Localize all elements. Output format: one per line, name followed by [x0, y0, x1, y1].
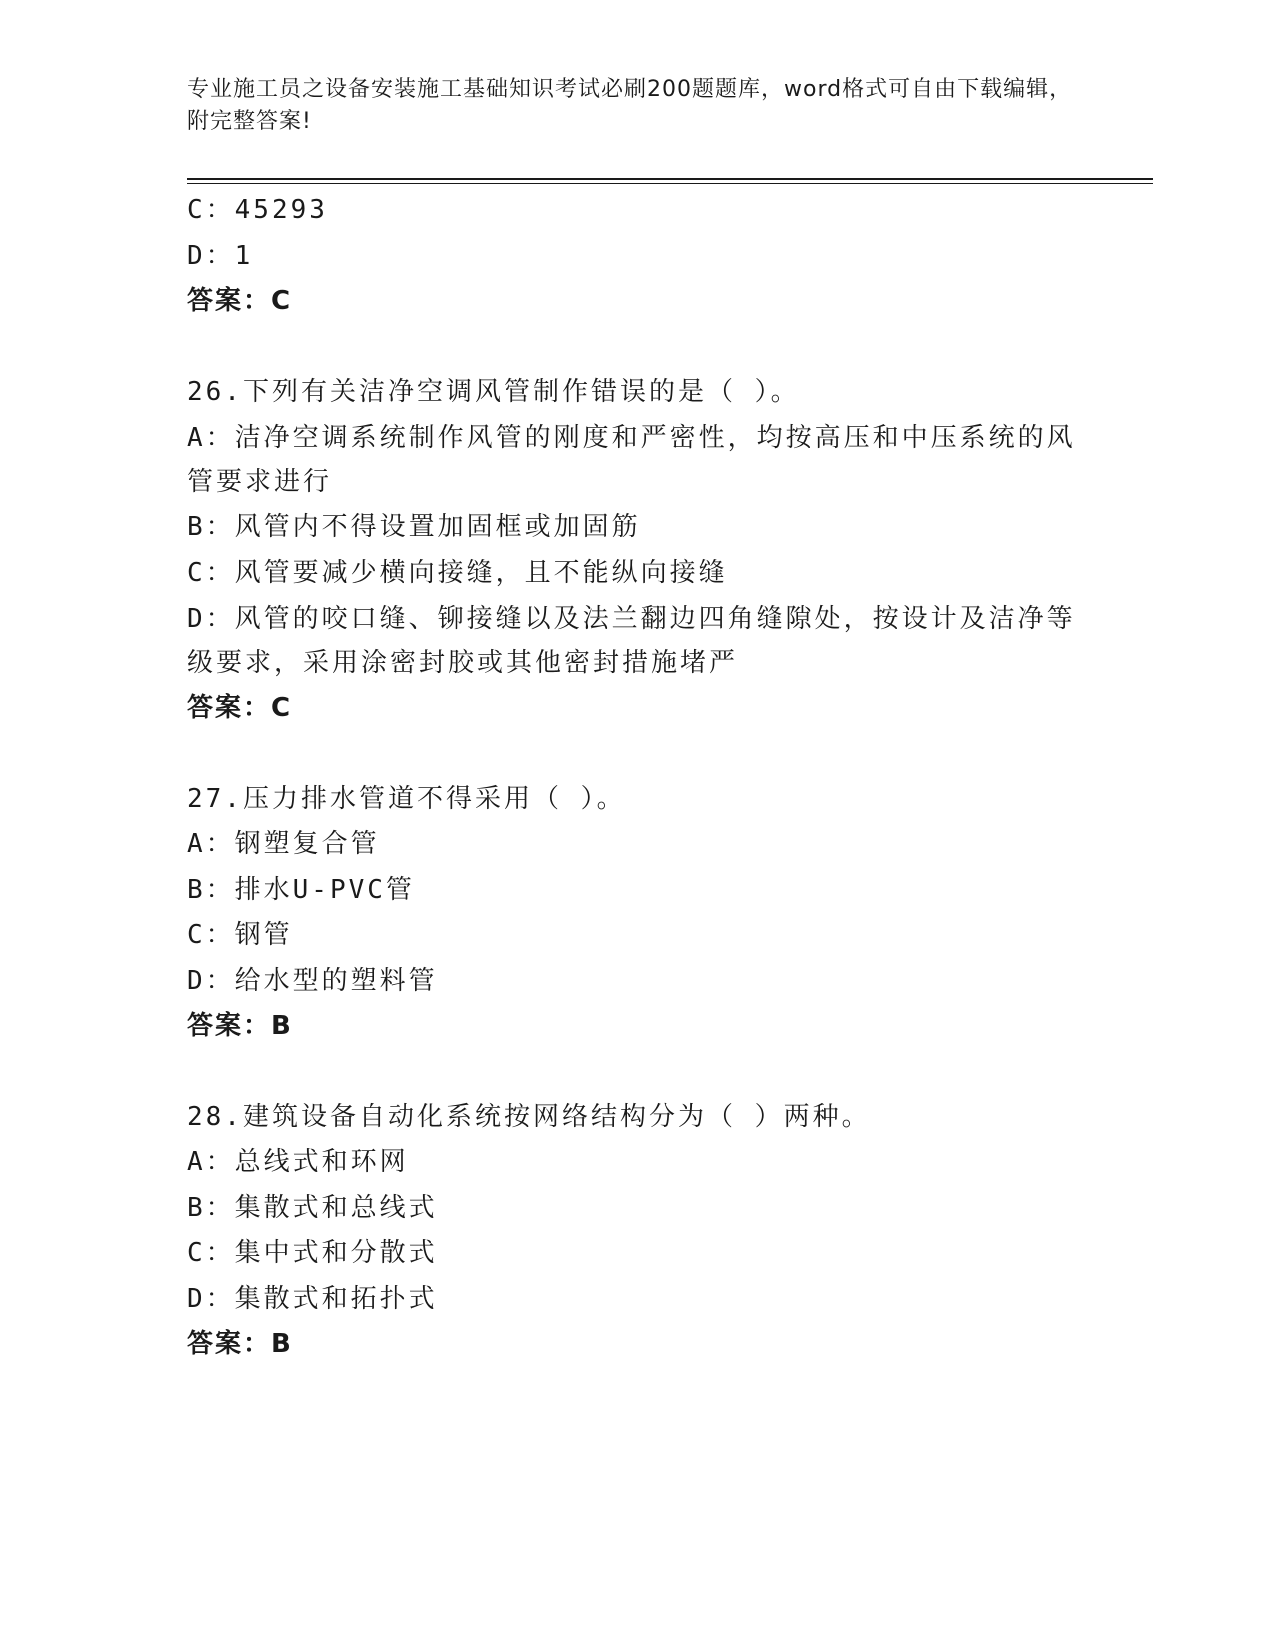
option-a: A：钢塑复合管	[187, 829, 380, 859]
option-c: C：钢管	[187, 920, 293, 950]
spacer	[187, 732, 1077, 777]
question-stem: 26.下列有关洁净空调风管制作错误的是（ ）。	[187, 376, 800, 407]
header-rule-thin	[187, 183, 1153, 184]
spacer	[187, 325, 1077, 370]
page-header	[187, 74, 1077, 138]
option-c: C：集中式和分散式	[187, 1238, 438, 1268]
answer-line: 答案：C	[187, 693, 293, 723]
answer-line: 答案：B	[187, 1329, 293, 1359]
spacer	[187, 1050, 1077, 1095]
option-d: D：1	[187, 240, 254, 271]
option-b: B：排水U-PVC管	[187, 874, 415, 905]
option-a: A：总线式和环网	[187, 1147, 409, 1177]
option-d: D：集散式和拓扑式	[187, 1283, 438, 1314]
question-stem: 28.建筑设备自动化系统按网络结构分为（ ）两种。	[187, 1101, 871, 1132]
option-b: B：风管内不得设置加固框或加固筋	[187, 512, 641, 542]
header-rule-thick	[187, 178, 1153, 180]
option-a: A：洁净空调系统制作风管的刚度和严密性，均按高压和中压系统的风管要求进行	[187, 423, 1076, 497]
question-stem: 27.压力排水管道不得采用（ ）。	[187, 783, 626, 814]
answer-line: 答案：C	[187, 286, 293, 316]
option-d: D：风管的咬口缝、铆接缝以及法兰翻边四角缝隙处，按设计及洁净等级要求，采用涂密封胶或其他密封措施堵严	[187, 604, 1076, 678]
question-28	[187, 1095, 1077, 1368]
option-d: D：给水型的塑料管	[187, 965, 438, 996]
answer-line: 答案：B	[187, 1011, 293, 1041]
question-27	[187, 777, 1077, 1050]
option-c: C：45293	[187, 195, 328, 225]
document-title: 专业施工员之设备安装施工基础知识考试必刷200题题库，word格式可自由下载编辑，附完整答案!	[187, 77, 1073, 134]
document-body	[187, 188, 1077, 1368]
option-b: B：集散式和总线式	[187, 1192, 438, 1223]
question-25-continued	[187, 188, 1077, 325]
option-c: C：风管要减少横向接缝，且不能纵向接缝	[187, 557, 728, 588]
question-26	[187, 370, 1077, 732]
